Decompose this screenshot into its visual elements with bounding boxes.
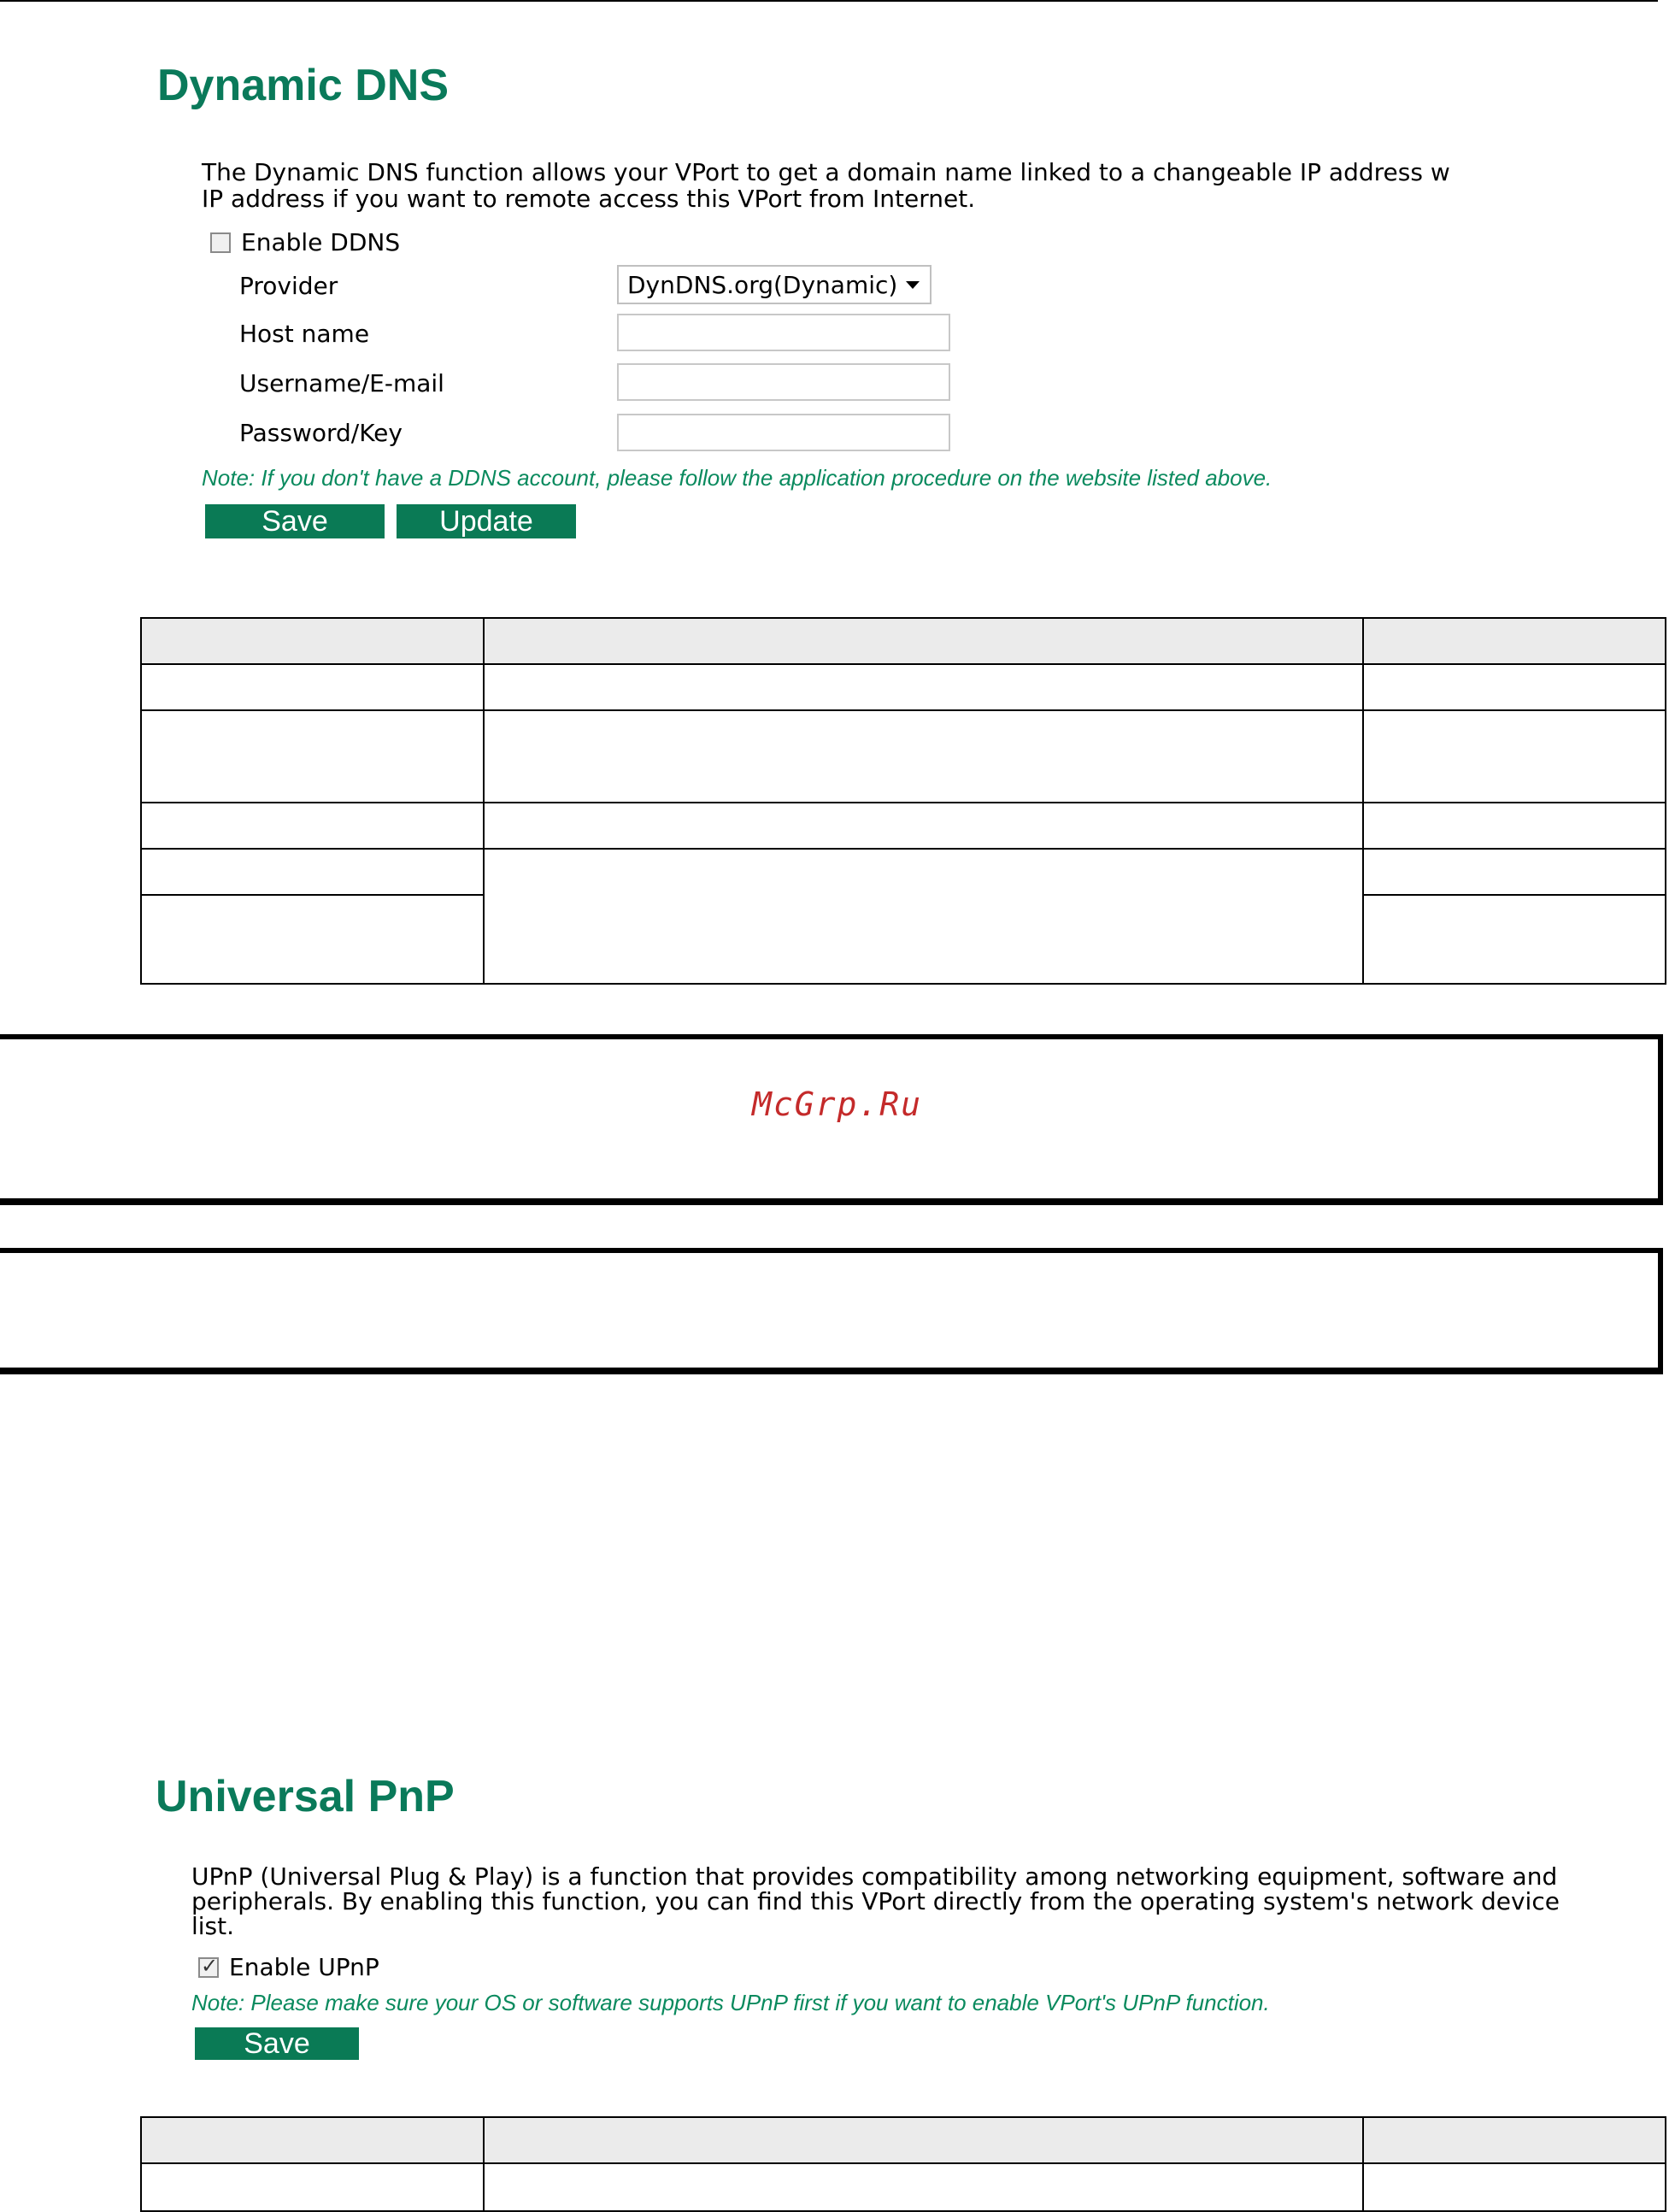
table-cell — [141, 895, 484, 984]
chevron-down-icon — [906, 281, 920, 289]
table-cell — [1363, 710, 1666, 803]
upnp-description-line1: UPnP (Universal Plug & Play) is a function that provides compatibility among networking equipment, software and — [191, 1862, 1558, 1891]
ddns-description-line1: The Dynamic DNS function allows your VPort to get a domain name linked to a changeable IP address w — [202, 158, 1450, 186]
table-cell — [1363, 849, 1666, 895]
upnp-note: Note: Please make sure your OS or software supports UPnP first if you want to enable VPort's UPnP function. — [191, 1990, 1270, 2015]
table-row — [141, 664, 1666, 710]
upnp-save-button[interactable]: Save — [195, 2027, 359, 2060]
table-row — [141, 803, 1666, 849]
ddns-description-line2: IP address if you want to remote access this VPort from Internet. — [202, 185, 976, 213]
table-cell — [141, 2163, 484, 2211]
table-cell — [1363, 803, 1666, 849]
provider-select[interactable] — [617, 265, 932, 304]
username-input[interactable] — [617, 363, 950, 401]
table-header-cell — [1363, 2117, 1666, 2163]
table-header-cell — [484, 618, 1363, 664]
host-name-label: Host name — [239, 320, 370, 348]
enable-ddns-checkbox[interactable] — [210, 232, 231, 253]
username-label: Username/E-mail — [239, 369, 444, 397]
table-cell — [484, 664, 1363, 710]
table-row — [141, 710, 1666, 803]
table-header-cell — [1363, 618, 1666, 664]
table-cell — [484, 2163, 1363, 2211]
host-name-input[interactable] — [617, 314, 950, 351]
upnp-description-line2: peripherals. By enabling this function, you can find this VPort directly from the operating system's network device — [191, 1887, 1560, 1915]
provider-select-value: DynDNS.org(Dynamic) — [627, 270, 898, 299]
top-rule — [0, 0, 1658, 2]
table-cell — [141, 803, 484, 849]
table-cell — [1363, 895, 1666, 984]
password-input[interactable] — [617, 414, 950, 451]
table-header-cell — [141, 618, 484, 664]
table-cell-merged — [484, 849, 1363, 984]
watermark-text: McGrp.Ru — [752, 1085, 923, 1123]
table-cell — [1363, 664, 1666, 710]
table-header-cell — [141, 2117, 484, 2163]
notice-box-2 — [0, 1248, 1663, 1374]
ddns-note: Note: If you don't have a DDNS account, please follow the application procedure on the website listed above. — [202, 465, 1272, 491]
update-button[interactable]: Update — [397, 504, 576, 538]
table-cell — [141, 664, 484, 710]
enable-ddns-label: Enable DDNS — [241, 228, 401, 256]
table-cell — [141, 849, 484, 895]
save-button[interactable]: Save — [205, 504, 385, 538]
table-cell — [1363, 2163, 1666, 2211]
password-label: Password/Key — [239, 419, 403, 447]
table-cell — [141, 710, 484, 803]
table-row — [141, 849, 1666, 895]
table-cell — [484, 803, 1363, 849]
table-cell — [484, 710, 1363, 803]
notice-box-1 — [0, 1034, 1663, 1205]
enable-upnp-checkbox[interactable] — [198, 1957, 219, 1978]
ddns-title: Dynamic DNS — [157, 61, 449, 110]
upnp-settings-table — [140, 2116, 1666, 2212]
table-header-cell — [484, 2117, 1363, 2163]
table-header-row — [141, 2117, 1666, 2163]
table-header-row — [141, 618, 1666, 664]
provider-label: Provider — [239, 272, 338, 300]
enable-upnp-label: Enable UPnP — [229, 1953, 379, 1981]
table-row — [141, 2163, 1666, 2211]
upnp-title: Universal PnP — [156, 1772, 455, 1821]
upnp-description-line3: list. — [191, 1912, 235, 1940]
ddns-settings-table — [140, 617, 1666, 985]
enable-ddns-row[interactable] — [210, 228, 400, 256]
enable-upnp-row[interactable] — [198, 1953, 379, 1981]
